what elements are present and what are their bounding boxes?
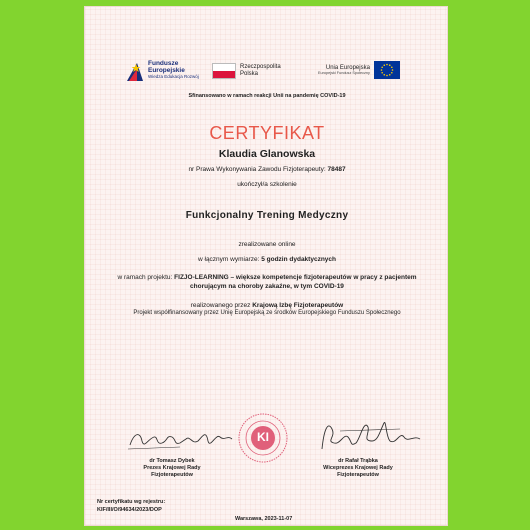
course-name: Funkcjonalny Trening Medyczny [185, 210, 349, 221]
signature-right-image [310, 415, 440, 455]
signature-left-caption [107, 458, 237, 479]
right-role: Wiceprezes Krajowej Rady [323, 465, 393, 472]
rp-line1: Rzeczpospolita [240, 64, 281, 71]
funding-note: Sfinansowano w ramach reakcji Unii na pandemię COVID-19 [188, 93, 346, 99]
rp-line2: Polska [240, 71, 259, 77]
cert-label: Nr certyfikatu wg rejestru: [97, 499, 166, 505]
ue-sub: Europejski Fundusz Społeczny [318, 71, 370, 76]
fundusze-europejskie-logo [125, 61, 199, 83]
issue-date: Warszawa, 2023-11-07 [235, 516, 293, 522]
polish-flag-icon [212, 63, 236, 79]
fe-sub: Wiedza Edukacja Rozwój [148, 74, 199, 79]
left-role: Prezes Krajowej Rady [143, 465, 201, 472]
project-name: FIZJO-LEARNING – większe kompetencje fizjoterapeutów w pracy z pacjentem chorującym na choroby zakaźne, w tym COVID-19 [174, 274, 417, 290]
hours-prefix: w łącznym wymiarze: [198, 256, 260, 263]
hours-value: 5 godzin dydaktycznych [261, 256, 336, 263]
org-prefix: realizowanego przez [190, 302, 251, 309]
certificate-sheet [84, 6, 448, 526]
left-name: dr Tomasz Dybek [149, 458, 195, 464]
left-role2: Fizjoterapeutów [151, 472, 193, 479]
certificate-number-block [97, 499, 165, 514]
completed-line: ukończył/a szkolenie [237, 181, 297, 188]
kif-stamp [237, 412, 289, 464]
signature-left-image [120, 415, 250, 455]
cofinance-note: Projekt współfinansowany przez Unię Europejską ze środków Europejskiego Funduszu Społecznego [133, 310, 401, 316]
project-line [85, 274, 449, 292]
ue-line1: Unia Europejska [325, 64, 370, 71]
rzeczpospolita-logo [212, 63, 281, 79]
right-name: dr Rafał Trąbka [338, 458, 378, 464]
project-prefix: w ramach projektu: [117, 274, 173, 281]
fe-line1: Fundusze [148, 60, 179, 67]
org-name: Krajową Izbę Fizjoterapeutów [252, 302, 344, 309]
fe-star-icon [125, 61, 145, 83]
licence-line [85, 166, 449, 173]
stamp-text: KI [257, 430, 269, 444]
hours-line [85, 256, 449, 263]
recipient-name: Klaudia Glanowska [218, 148, 316, 160]
cert-number: KIF/III/O/94634/2023/DOP [97, 506, 162, 513]
organizer-line [85, 302, 449, 309]
eu-flag-icon [374, 61, 400, 79]
fe-line2: Europejskie [148, 66, 185, 74]
certificate-title: CERTYFIKAT [209, 123, 325, 143]
licence-prefix: nr Prawa Wykonywania Zawodu Fizjoterapeuty: [188, 166, 326, 173]
licence-number: 78487 [327, 166, 346, 173]
right-role2: Fizjoterapeutów [337, 472, 379, 479]
mode-line: zrealizowane online [238, 241, 296, 248]
signature-right-caption [293, 458, 423, 479]
logo-bar [85, 59, 449, 89]
unia-europejska-logo [318, 61, 400, 79]
